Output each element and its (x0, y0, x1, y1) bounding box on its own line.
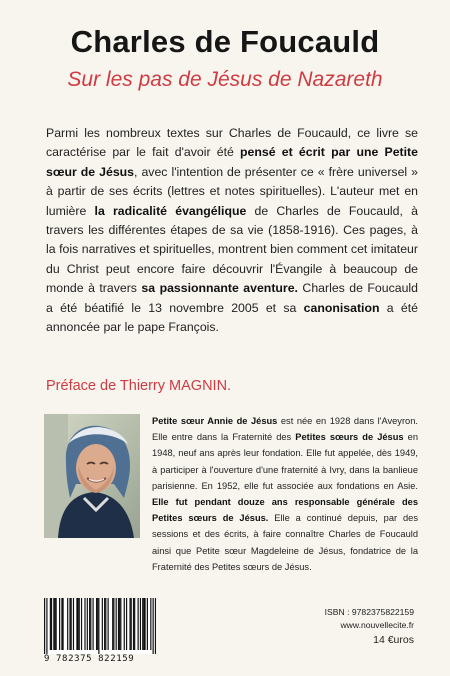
barcode-bar (92, 598, 93, 650)
barcode-bar (53, 598, 54, 650)
barcode-bar (116, 598, 117, 650)
bio-emphasis: Elle fut pendant douze ans responsable générale des Petites sœurs de Jésus. (152, 497, 418, 524)
blurb-text: Parmi les nombreux textes sur Charles de Foucauld, ce livre se caractérise par le fait d'avoir été (46, 126, 418, 160)
book-subtitle: Sur les pas de Jésus de Nazareth (67, 68, 383, 91)
blurb-text: a été annoncée par le pape François. (46, 300, 418, 335)
barcode-bar (56, 598, 57, 650)
barcode-bar (79, 598, 80, 650)
bio-emphasis: Petite sœur Annie de Jésus (152, 416, 278, 426)
barcode-bar (96, 598, 97, 650)
barcode-bar (61, 598, 62, 650)
publisher-website: www.nouvellecite.fr (340, 620, 414, 631)
barcode-bar (77, 598, 78, 650)
barcode-bar (144, 598, 145, 650)
blurb-text: de Charles de Foucauld, à travers les différentes étapes de sa vie (1858-1916). Ces pages, à la fois narratives et spirituelles, montrent bien comment cet imitateur du Christ peut encore faire découvrir l'Évangile à beaucoup de monde à travers (46, 203, 418, 296)
barcode-bar (87, 598, 88, 650)
barcode-bar (134, 598, 135, 650)
barcode-bar (44, 598, 45, 654)
author-biography (152, 413, 418, 575)
barcode-bar (108, 598, 109, 650)
barcode-bar (118, 598, 119, 650)
barcode-bar (124, 598, 125, 650)
barcode-bar (112, 598, 113, 650)
barcode-bar (138, 598, 139, 650)
barcode-bar (46, 598, 47, 654)
barcode-bar (153, 598, 154, 654)
isbn-label: ISBN : 9782375822159 (324, 607, 414, 617)
barcode-bar (67, 598, 68, 650)
bio-text: Elle a continué depuis, par des sessions et des écrits, à faire connaître Charles de Foucauld ainsi que Petite sœur Magdeleine de Jésus, fondatrice de la Fraternité des Petites sœurs de Jésus. (152, 513, 418, 572)
blurb-text: , avec l'intention de présenter ce « frère universel » à partir de ses écrits (lettres et notes spirituelles). L'auteur met en lumière (46, 164, 418, 218)
barcode-bar (89, 598, 90, 650)
barcode-bar (73, 598, 74, 650)
barcode-bar (120, 598, 121, 650)
barcode-bar (59, 598, 60, 650)
blurb-emphasis: pensé et écrit par une Petite sœur de Jésus (46, 145, 418, 179)
barcode-bar (133, 598, 134, 650)
barcode-bar (84, 598, 85, 650)
barcode-bar (155, 598, 156, 654)
author-photo (44, 414, 140, 538)
barcode-bar (90, 598, 91, 650)
barcode-bar (140, 598, 141, 650)
barcode-bar (131, 598, 132, 650)
barcode-bar (76, 598, 77, 650)
blurb-text: Charles de Foucauld a été béatifié le 13 novembre 2005 et sa (46, 281, 418, 315)
back-cover-blurb (46, 124, 418, 337)
barcode-bar (102, 598, 103, 650)
price-label: 14 €uros (373, 633, 414, 646)
barcode-bars (44, 598, 156, 654)
barcode-bar (98, 598, 99, 654)
barcode-bar (147, 598, 148, 650)
barcode-bar (119, 598, 120, 650)
barcode-bar (113, 598, 114, 650)
barcode-bar (62, 598, 63, 650)
blurb-emphasis: canonisation (303, 300, 380, 315)
bio-text: est née en 1928 dans l'Aveyron. Elle entre dans la Fraternité des (152, 416, 418, 443)
barcode-bar (105, 598, 106, 650)
isbn-barcode (44, 598, 156, 654)
barcode-bar (71, 598, 72, 650)
barcode-bar (143, 598, 144, 650)
barcode-bar (97, 598, 98, 650)
book-title: Charles de Foucauld (70, 24, 380, 59)
author-portrait-illustration (44, 414, 140, 538)
barcode-bar (129, 598, 130, 650)
bio-text: en 1948, neuf ans après leur fondation. Elle fut appelée, dès 1949, à participer à l'ouverture d'une fraternité à Ivry, dans la banlieue parisienne. En 1952, elle fut associée aux fondations en Asie. (152, 432, 418, 491)
barcode-bar (104, 598, 105, 650)
barcode-bar (126, 598, 127, 650)
barcode-digits: 9 782375 822159 (44, 654, 135, 664)
barcode-bar (142, 598, 143, 650)
publisher-info (325, 606, 414, 648)
blurb-emphasis: sa passionnante aventure. (141, 281, 298, 296)
blurb-emphasis: la radicalité évangélique (94, 203, 247, 218)
barcode-bar (54, 598, 55, 650)
barcode-bar (81, 598, 82, 650)
preface-credit: Préface de Thierry MAGNIN. (46, 378, 232, 394)
barcode-bar (69, 598, 70, 650)
bio-emphasis: Petites sœurs de Jésus (295, 432, 404, 443)
barcode-bar (150, 598, 151, 650)
barcode-bar (50, 598, 51, 650)
barcode-bar (51, 598, 52, 650)
